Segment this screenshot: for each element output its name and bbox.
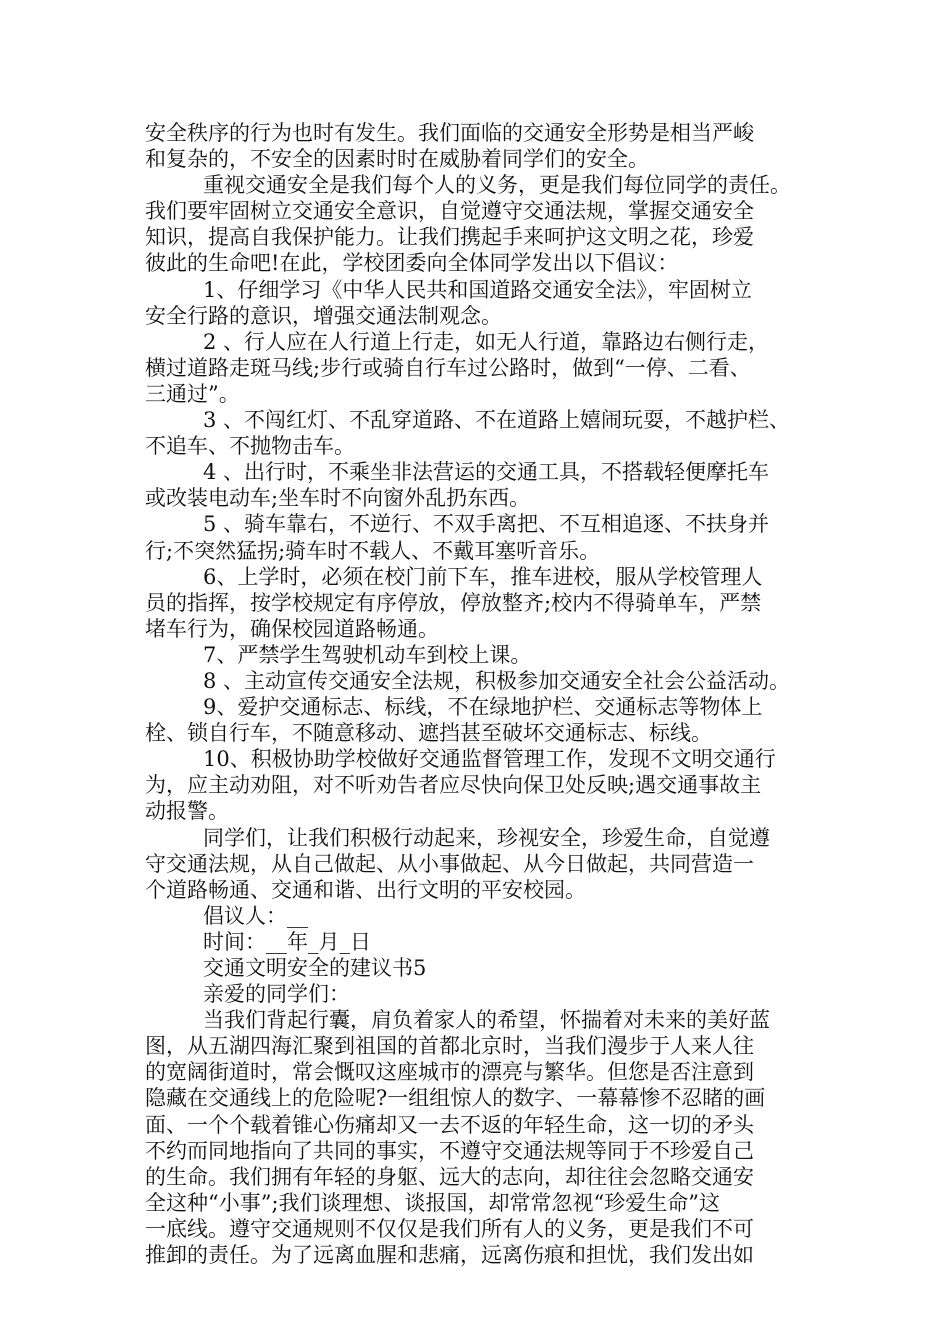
document-line: 4 、出行时，不乘坐非法营运的交通工具，不搭载轻便摩托车 (203, 460, 770, 485)
document-line: 9、爱护交通标志、标线，不在绿地护栏、交通标志等物体上 (203, 695, 763, 720)
document-line: 不追车、不抛物击车。 (145, 434, 355, 459)
document-line: 推卸的责任。为了远离血腥和悲痛，远离伤痕和担忧，我们发出如 (145, 1243, 754, 1268)
document-line: 个道路畅通、交通和谐、出行文明的平安校园。 (145, 877, 586, 902)
document-line: 隐藏在交通线上的危险呢?一组组惊人的数字、一幕幕惨不忍睹的画 (145, 1086, 766, 1111)
document-line: 2 、行人应在人行道上行走，如无人行道，靠路边右侧行走， (203, 329, 770, 354)
document-line: 动报警。 (145, 799, 229, 824)
document-line: 行;不突然猛拐;骑车时不载人、不戴耳塞听音乐。 (145, 538, 601, 563)
document-line: 1、仔细学习《中华人民共和国道路交通安全法》，牢固树立 (203, 277, 752, 302)
document-line: 5 、骑车靠右，不逆行、不双手离把、不互相追逐、不扶身并 (203, 512, 770, 537)
document-line: 倡议人：__ (203, 903, 308, 928)
document-line: 安全行路的意识，增强交通法制观念。 (145, 303, 502, 328)
document-line: 时间：__年_月_日 (203, 929, 371, 954)
document-line: 6、上学时，必须在校门前下车，推车进校，服从学校管理人 (203, 564, 763, 589)
document-line: 3 、不闯红灯、不乱穿道路、不在道路上嬉闹玩耍，不越护栏、 (203, 408, 791, 433)
document-line: 的宽阔街道时，常会慨叹这座城市的漂亮与繁华。但您是否注意到 (145, 1060, 754, 1085)
document-line: 员的指挥，按学校规定有序停放，停放整齐;校内不得骑单车，严禁 (145, 590, 762, 615)
document-line: 同学们，让我们积极行动起来，珍视安全，珍爱生命，自觉遵 (203, 825, 770, 850)
document-line: 8 、主动宣传交通安全法规，积极参加交通安全社会公益活动。 (203, 668, 791, 693)
document-line: 安全秩序的行为也时有发生。我们面临的交通安全形势是相当严峻 (145, 121, 754, 145)
document-line: 堵车行为，确保校园道路畅通。 (145, 616, 439, 641)
document-line: 和复杂的，不安全的因素时时在威胁着同学们的安全。 (145, 147, 649, 172)
document-line: 当我们背起行囊，肩负着家人的希望，怀揣着对未来的美好蓝 (203, 1008, 770, 1033)
document-line: 或改装电动车;坐车时不向窗外乱扔东西。 (145, 486, 531, 511)
document-line: 知识，提高自我保护能力。让我们携起手来呵护这文明之花，珍爱 (145, 225, 754, 250)
document-line: 10、积极协助学校做好交通监督管理工作，发现不文明交通行 (203, 747, 776, 772)
document-line: 一底线。遵守交通规则不仅仅是我们所有人的义务，更是我们不可 (145, 1216, 754, 1241)
document-line: 图，从五湖四海汇聚到祖国的首都北京时，当我们漫步于人来人往 (145, 1034, 754, 1059)
document-line: 的生命。我们拥有年轻的身躯、远大的志向，却往往会忽略交通安 (145, 1164, 754, 1189)
document-line: 横过道路走斑马线;步行或骑自行车过公路时，做到“一停、二看、 (145, 355, 751, 380)
document-line: 全这种“小事”;我们谈理想、谈报国，却常常忽视“珍爱生命”这 (145, 1190, 721, 1215)
document-line: 彼此的生命吧!在此，学校团委向全体同学发出以下倡议： (145, 251, 679, 276)
document-line: 亲爱的同学们： (203, 982, 350, 1007)
document-line: 我们要牢固树立交通安全意识，自觉遵守交通法规，掌握交通安全 (145, 199, 754, 224)
document-line: 守交通法规，从自己做起、从小事做起、从今日做起，共同营造一 (145, 851, 754, 876)
document-line: 不约而同地指向了共同的事实，不遵守交通法规等同于不珍爱自己 (145, 1138, 754, 1163)
document-line: 交通文明安全的建议书5 (203, 956, 427, 980)
document-line: 为，应主动劝阻，对不听劝告者应尽快向保卫处反映;遇交通事故主 (145, 773, 762, 798)
document-line: 面、一个个载着锥心伤痛却又一去不返的年轻生命，这一切的矛头 (145, 1112, 754, 1137)
document-line: 7、严禁学生驾驶机动车到校上课。 (203, 642, 532, 667)
document-line: 栓、锁自行车，不随意移动、遮挡甚至破坏交通标志、标线。 (145, 721, 712, 746)
document-line: 三通过”。 (145, 381, 240, 406)
document-line: 重视交通安全是我们每个人的义务，更是我们每位同学的责任。 (203, 173, 791, 198)
document-body (145, 120, 815, 1268)
